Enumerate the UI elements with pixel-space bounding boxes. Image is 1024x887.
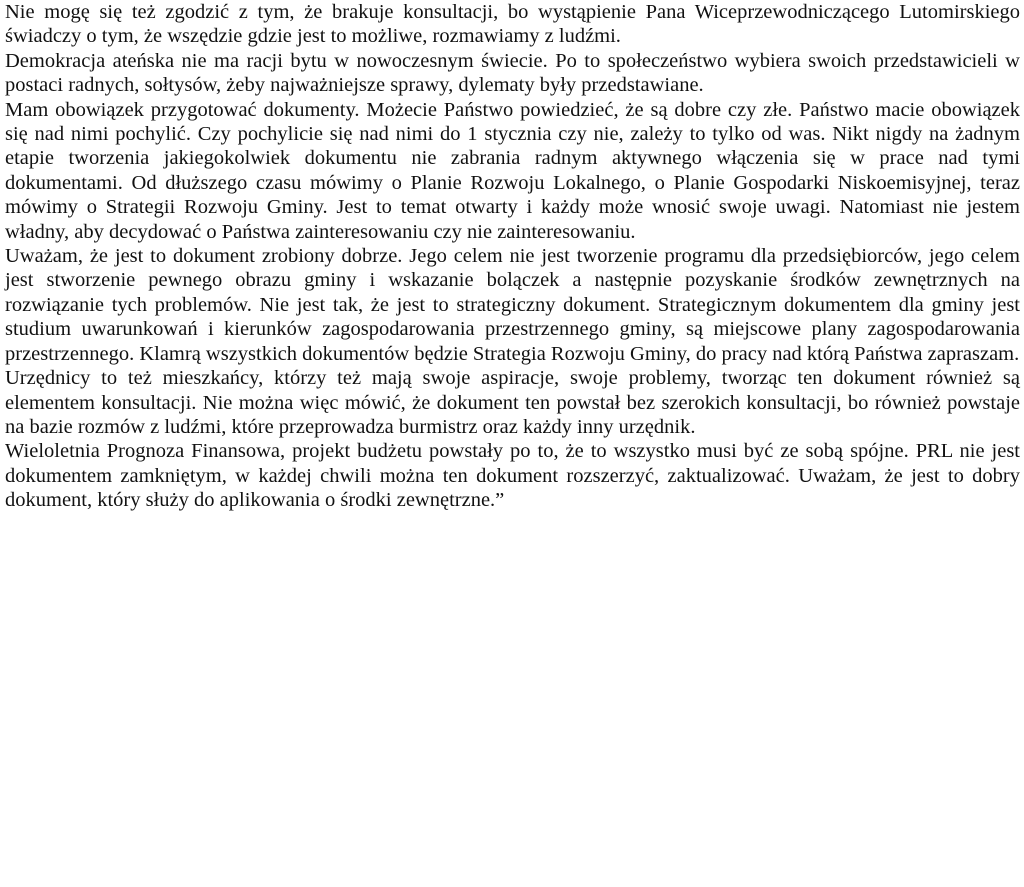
paragraph-financial-forecast: Wieloletnia Prognoza Finansowa, projekt budżetu powstały po to, że to wszystko musi być ze sobą spójne. PRL nie jest dokumentem zamkniętym, w każdej chwili można ten dokument rozszerzyć, zaktualizować. Uważam, że jest to dobry dokument, który służy do aplikowania o środki zewnętrzne.”	[5, 440, 1020, 512]
paragraph-strategy-document: Uważam, że jest to dokument zrobiony dobrze. Jego celem nie jest tworzenie programu dla przedsiębiorców, jego celem jest stworzenie pewnego obrazu gminy i wskazanie bolączek a następnie pozyskanie środków zewnętrznych na rozwiązanie tych problemów. Nie jest tak, że jest to strategiczny dokument. Strategicznym dokumentem dla gminy jest studium uwarunkowań i kierunków zagospodarowania przestrzennego gminy, są miejscowe plany zagospodarowania przestrzennego. Klamrą wszystkich dokumentów będzie Strategia Rozwoju Gminy, do pracy nad którą Państwa zapraszam.	[5, 245, 1020, 365]
paragraph-officials-residents: Urzędnicy to też mieszkańcy, którzy też mają swoje aspiracje, swoje problemy, tworząc ten dokument również są elementem konsultacji. Nie można więc mówić, że dokument ten powstał bez szerokich konsultacji, bo również powstaje na bazie rozmów z ludźmi, które przeprowadza burmistrz oraz każdy inny urzędnik.	[5, 367, 1020, 438]
paragraph-duty-documents: Mam obowiązek przygotować dokumenty. Możecie Państwo powiedzieć, że są dobre czy złe. Państwo macie obowiązek się nad nimi pochylić. Czy pochylicie się nad nimi do 1 stycznia czy nie, zależy to tylko od was. Nikt nigdy na żadnym etapie tworzenia jakiegokolwiek dokumentu nie zabrania radnym aktywnego włączenia się w prace nad tymi dokumentami. Od dłuższego czasu mówimy o Planie Rozwoju Lokalnego, o Planie Gospodarki Niskoemisyjnej, teraz mówimy o Strategii Rozwoju Gminy. Jest to temat otwarty i każdy może wnosić swoje uwagi. Natomiast nie jestem władny, aby decydować o Państwa zainteresowaniu czy nie zainteresowaniu.	[5, 98, 1020, 243]
paragraph-consultations: Nie mogę się też zgodzić z tym, że brakuje konsultacji, bo wystąpienie Pana Wiceprzewodniczącego Lutomirskiego świadczy o tym, że wszędzie gdzie jest to możliwe, rozmawiamy z ludźmi.	[5, 1, 1020, 48]
paragraph-athenian-democracy: Demokracja ateńska nie ma racji bytu w nowoczesnym świecie. Po to społeczeństwo wybiera swoich przedstawicieli w postaci radnych, sołtysów, żeby najważniejsze sprawy, dylematy były przedstawiane.	[5, 49, 1020, 97]
